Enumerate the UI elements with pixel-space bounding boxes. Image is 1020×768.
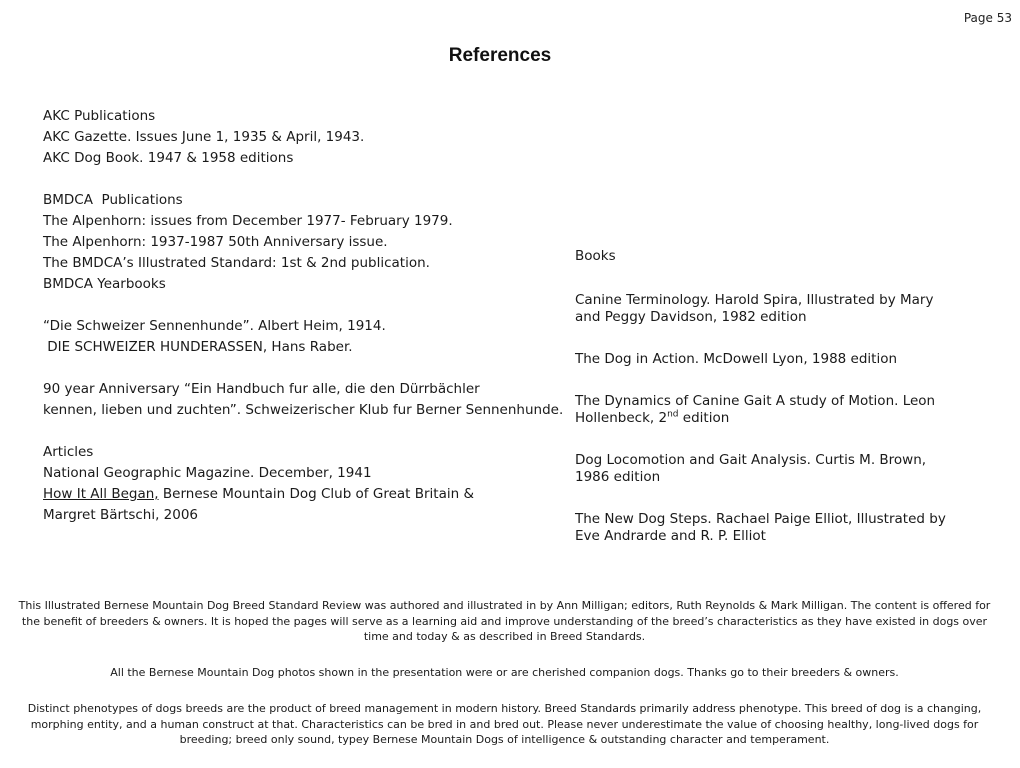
- reference-item: AKC Gazette. Issues June 1, 1935 & April, 1943.: [43, 129, 365, 145]
- reference-item: [43, 484, 543, 505]
- reference-item: National Geographic Magazine. December, 1941: [43, 465, 372, 481]
- reference-item: 90 year Anniversary “Ein Handbuch fur alle, die den Dürrbächler: [43, 381, 480, 397]
- articles-heading: Articles: [43, 444, 94, 460]
- book-entry: Canine Terminology. Harold Spira, Illustrated by Mary and Peggy Davidson, 1982 edition: [575, 292, 934, 325]
- footer-photo-credit: All the Bernese Mountain Dog photos shown in the presentation were or are cherished companion dogs. Thanks go to their breeders & owners.: [110, 666, 899, 679]
- right-reference-column: [575, 246, 955, 545]
- footer-breed-note: Distinct phenotypes of dogs breeds are the product of breed management in modern history. Breed Standards primarily address phenotype. This breed of dog is a changing, morphing entity, and a human construct at that. Characteristics can be bred in and bred out. Please never underestimate the value of choosing healthy, long-lived dogs for breeding; breed only sound, typey Bernese Mountain Dogs of intelligence & outstanding character and temperament.: [27, 702, 982, 746]
- spacer: [43, 169, 543, 190]
- page-title: References: [448, 45, 552, 66]
- book-entry: The Dog in Action. McDowell Lyon, 1988 edition: [575, 351, 898, 367]
- book-text: edition: [678, 410, 730, 426]
- page-number: Page 53: [963, 11, 1012, 25]
- akc-heading: AKC Publications: [43, 108, 156, 124]
- book-text: The Dynamics of Canine Gait A study of Motion. Leon Hollenbeck, 2: [575, 393, 936, 426]
- left-reference-column: [43, 106, 564, 526]
- spacer: [43, 421, 543, 442]
- reference-item: Margret Bärtschi, 2006: [43, 507, 199, 523]
- article-title: How It All Began,: [43, 486, 159, 502]
- footer-authorship-note: This Illustrated Bernese Mountain Dog Breed Standard Review was authored and illustrated in by Ann Milligan; editors, Ruth Reynolds & Mark Milligan. The content is offered for the benefit of breeders & owners. It is hoped the pages will serve as a learning aid and improve understanding of the breed’s characteristics as they have existed in dogs over time and today & as described in Breed Standards.: [18, 599, 991, 643]
- book-entry: [575, 393, 955, 427]
- book-entry: The New Dog Steps. Rachael Paige Elliot, Illustrated by Eve Andrarde and R. P. Elliot: [575, 511, 946, 544]
- book-entry: Dog Locomotion and Gait Analysis. Curtis M. Brown, 1986 edition: [575, 452, 927, 485]
- reference-item: The BMDCA’s Illustrated Standard: 1st & 2nd publication.: [43, 255, 430, 271]
- reference-item: “Die Schweizer Sennenhunde”. Albert Heim, 1914.: [43, 318, 386, 334]
- spacer: [43, 295, 543, 316]
- ordinal-suffix: nd: [667, 409, 679, 420]
- reference-item: kennen, lieben und zuchten”. Schweizerischer Klub fur Berner Sennenhunde.: [43, 402, 564, 418]
- books-heading: Books: [575, 248, 616, 264]
- spacer: [43, 358, 543, 379]
- reference-item: The Alpenhorn: 1937-1987 50th Anniversary issue.: [43, 234, 388, 250]
- reference-item: AKC Dog Book. 1947 & 1958 editions: [43, 150, 294, 166]
- reference-item: BMDCA Yearbooks: [43, 276, 166, 292]
- bmdca-heading: BMDCA Publications: [43, 192, 183, 208]
- reference-item: The Alpenhorn: issues from December 1977- February 1979.: [43, 213, 453, 229]
- reference-item: DIE SCHWEIZER HUNDERASSEN, Hans Raber.: [43, 339, 353, 355]
- article-source: Bernese Mountain Dog Club of Great Britain &: [158, 486, 474, 502]
